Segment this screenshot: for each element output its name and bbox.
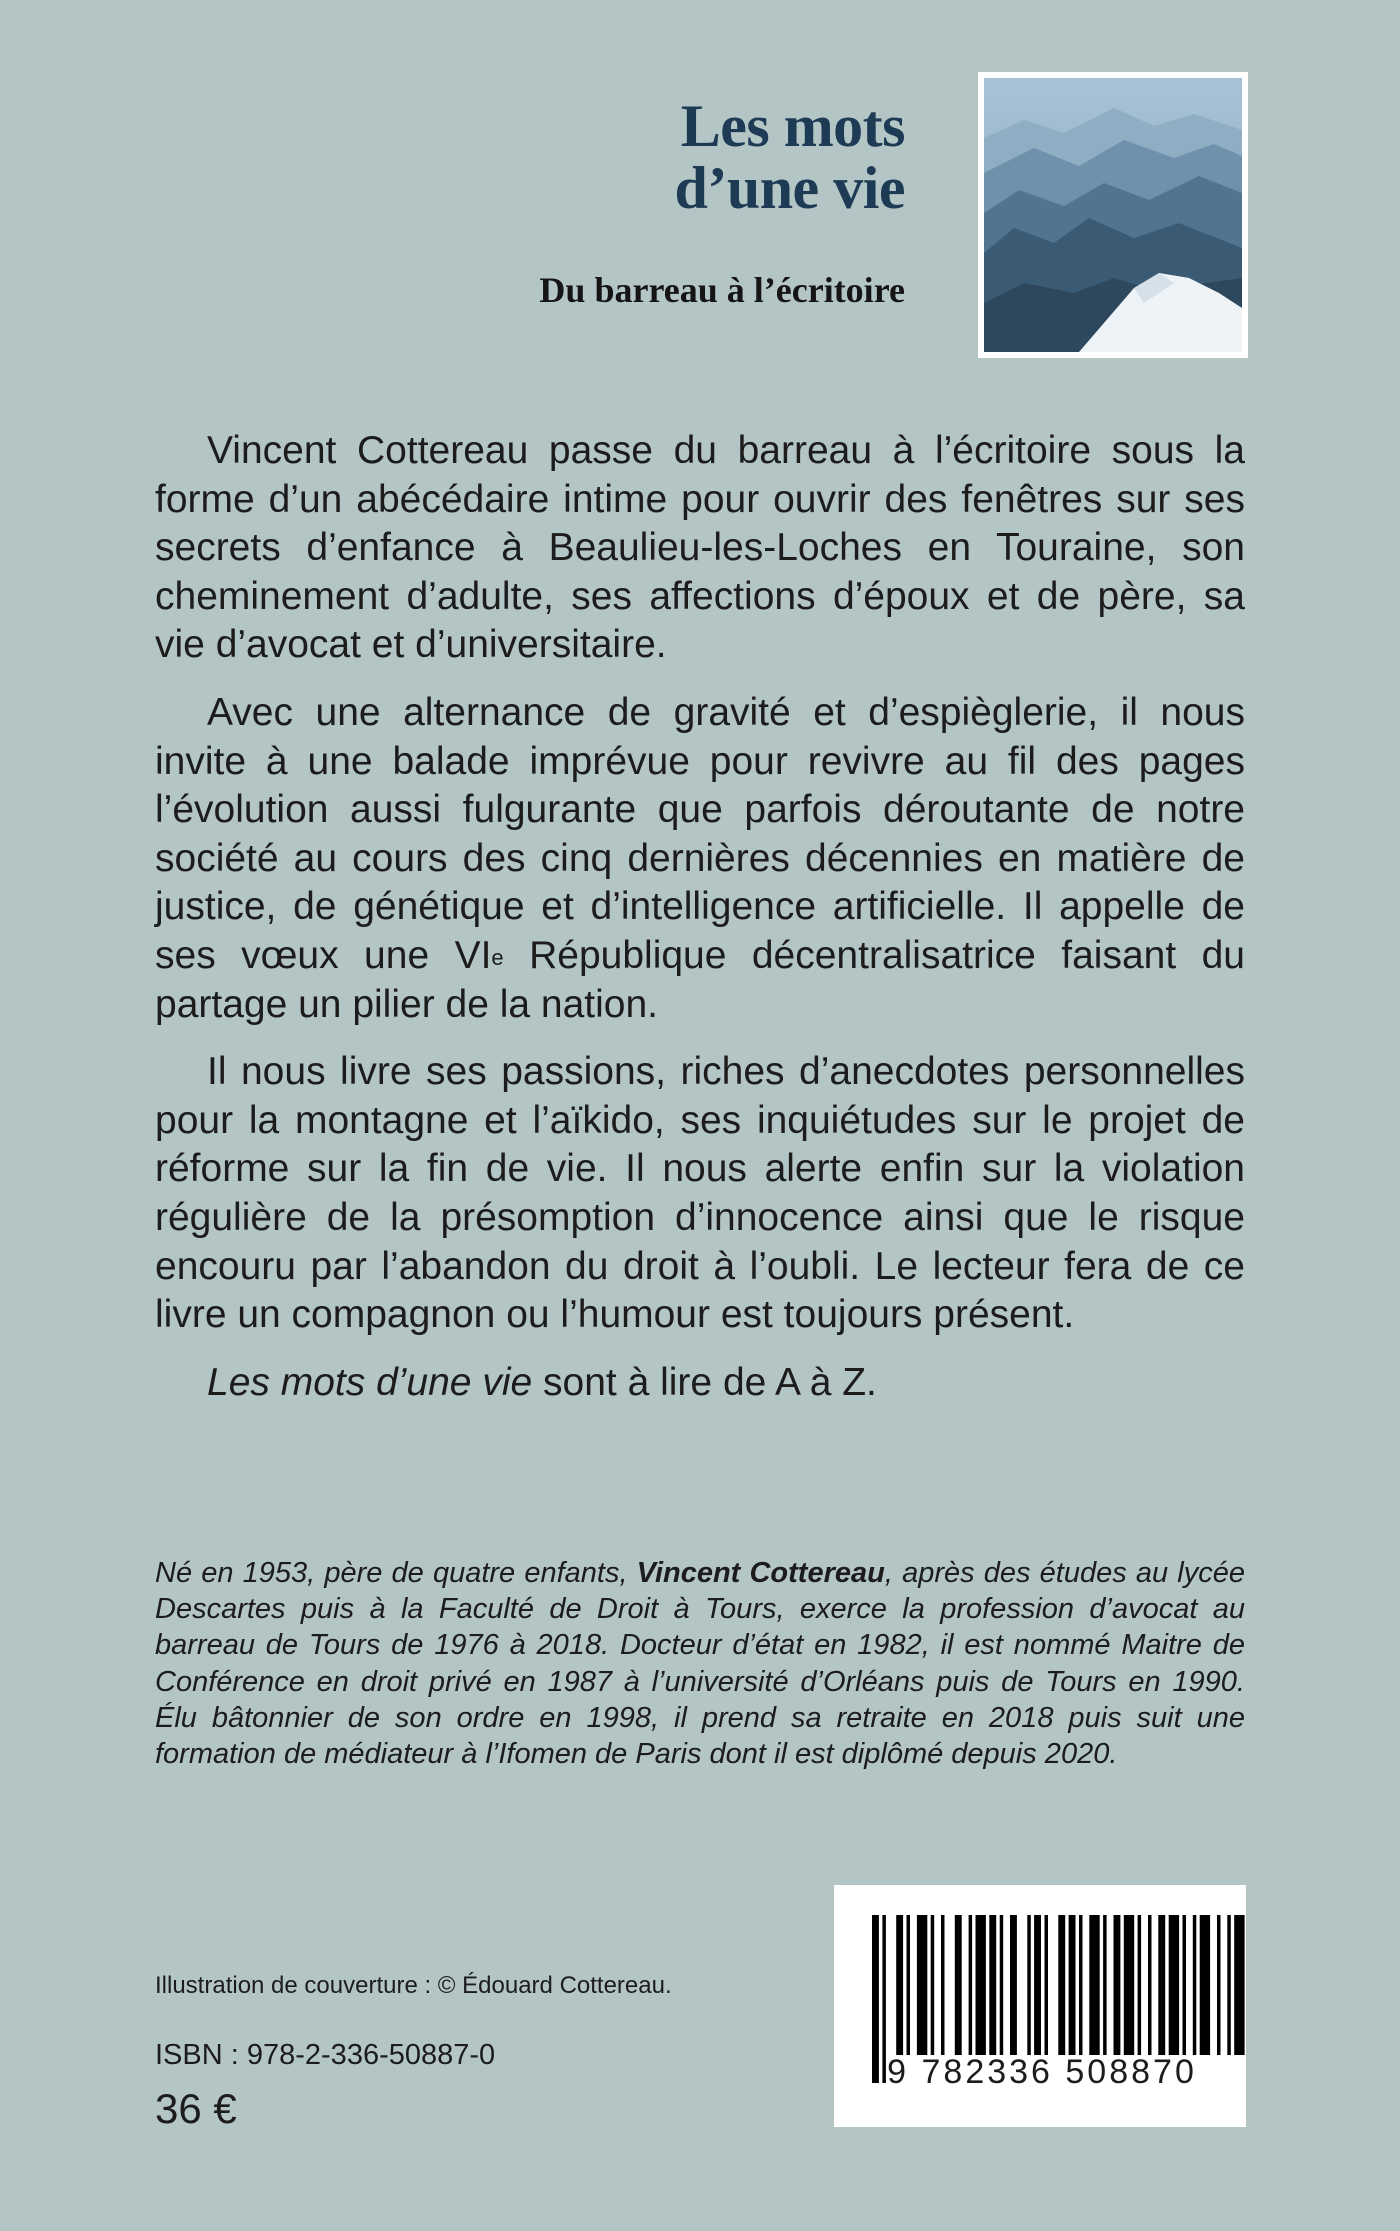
blurb-paragraph-2-text-a: Avec une alternance de gravité et d’espièglerie, il nous invite à une balade imprévue pour revivre au fil des pages l’évolution aussi fulgurante que parfois déroutante de notre société au cours des cinq dernières décennies en matière de justice, de génétique et d’intelligence artificielle. Il appelle de ses vœux une VI bbox=[155, 690, 1245, 977]
book-title-italic: Les mots d’une vie bbox=[207, 1360, 533, 1404]
barcode-bar bbox=[1217, 1915, 1221, 2055]
barcode bbox=[834, 1885, 1246, 2127]
blurb-paragraph-2-text-b: République décentralisatrice faisant du partage un pilier de la nation. bbox=[155, 933, 1245, 1026]
barcode-bar bbox=[1045, 1915, 1049, 2055]
book-title-line-1: Les mots bbox=[680, 93, 905, 159]
book-title-line-2: d’une vie bbox=[674, 155, 905, 221]
barcode-bar bbox=[1089, 1915, 1099, 2055]
superscript-e: e bbox=[491, 944, 504, 970]
barcode-bar bbox=[931, 1915, 935, 2055]
barcode-bar bbox=[896, 1915, 903, 2055]
barcode-bar bbox=[1183, 1915, 1187, 2055]
barcode-bar bbox=[1124, 1915, 1134, 2055]
blurb-paragraph-4 bbox=[155, 1359, 1245, 1408]
isbn: ISBN : 978-2-336-50887-0 bbox=[155, 2039, 496, 2071]
price: 36 € bbox=[155, 2085, 237, 2132]
barcode-bar bbox=[917, 1915, 927, 2055]
illustration-credit: Illustration de couverture : © Édouard Cottereau. bbox=[155, 1972, 672, 1999]
blurb-paragraph-2 bbox=[155, 689, 1245, 1029]
barcode-digits: 9 782336 508870 bbox=[887, 2053, 1197, 2091]
barcode-bar bbox=[955, 1915, 962, 2055]
author-bio bbox=[155, 1555, 1245, 1772]
barcode-bar bbox=[1103, 1915, 1107, 2055]
barcode-bar bbox=[1148, 1915, 1152, 2055]
barcode-bar bbox=[1010, 1915, 1017, 2055]
blurb-paragraph-4-rest: sont à lire de A à Z. bbox=[532, 1360, 877, 1404]
barcode-bar bbox=[907, 1915, 911, 2055]
title-block bbox=[539, 95, 905, 311]
barcode-bar bbox=[1227, 1915, 1231, 2055]
barcode-bar bbox=[976, 1915, 986, 2055]
blurb bbox=[155, 427, 1245, 1426]
barcode-bar bbox=[1027, 1915, 1031, 2055]
bio-text-b: , après des études au lycée Descartes puis à la Faculté de Droit à Tours, exerce la profession d’avocat au barreau de Tours de 1976 à 2018. Docteur d’état en 1982, il est nommé Maitre de Conférence en droit privé en 1987 à l’université d’Orléans puis de Tours en 1990. Élu bâtonnier de son ordre en 1998, il prend sa retraite en 2018 puis suit une formation de médiateur à l’Ifomen de Paris dont il est diplômé depuis 2020. bbox=[155, 1557, 1245, 1771]
barcode-bar bbox=[1158, 1915, 1165, 2055]
blurb-paragraph-1: Vincent Cottereau passe du barreau à l’écritoire sous la forme d’un abécédaire intime pour ouvrir des fenêtres sur ses secrets d’enfance à Beaulieu-les-Loches en Touraine, son cheminement d’adulte, ses affections d’époux et de père, sa vie d’avocat et d’universitaire. bbox=[155, 429, 1245, 667]
barcode-bar bbox=[941, 1915, 945, 2055]
mountain-ridge-photo bbox=[984, 78, 1242, 352]
cover-photo bbox=[978, 72, 1248, 358]
barcode-bar bbox=[1000, 1915, 1004, 2055]
blurb-paragraph-3: Il nous livre ses passions, riches d’anecdotes personnelles pour la montagne et l’aïkido, ses inquiétudes sur le projet de réforme sur la fin de vie. Il nous alerte enfin sur la violation régulière de la présomption d’innocence ainsi que le risque encouru par l’abandon du droit à l’oubli. Le lecteur fera de ce livre un compagnon ou l’humour est toujours présent. bbox=[155, 1050, 1245, 1337]
barcode-bar bbox=[1234, 1915, 1244, 2055]
barcode-bar bbox=[1079, 1915, 1083, 2055]
barcode-bar bbox=[989, 1915, 996, 2055]
barcode-bar bbox=[1193, 1915, 1197, 2055]
barcode-bar bbox=[969, 1915, 973, 2055]
barcode-bar bbox=[1200, 1915, 1210, 2055]
barcode-bar bbox=[1069, 1915, 1076, 2055]
bio-text-a: Né en 1953, père de quatre enfants, bbox=[155, 1557, 637, 1589]
barcode-bar bbox=[1058, 1915, 1065, 2055]
book-subtitle: Du barreau à l’écritoire bbox=[539, 270, 905, 310]
barcode-bar bbox=[1138, 1915, 1142, 2055]
barcode-bar bbox=[1169, 1915, 1179, 2055]
barcode-bar bbox=[1114, 1915, 1121, 2055]
barcode-bar bbox=[1034, 1915, 1041, 2055]
author-name: Vincent Cottereau bbox=[636, 1557, 885, 1589]
